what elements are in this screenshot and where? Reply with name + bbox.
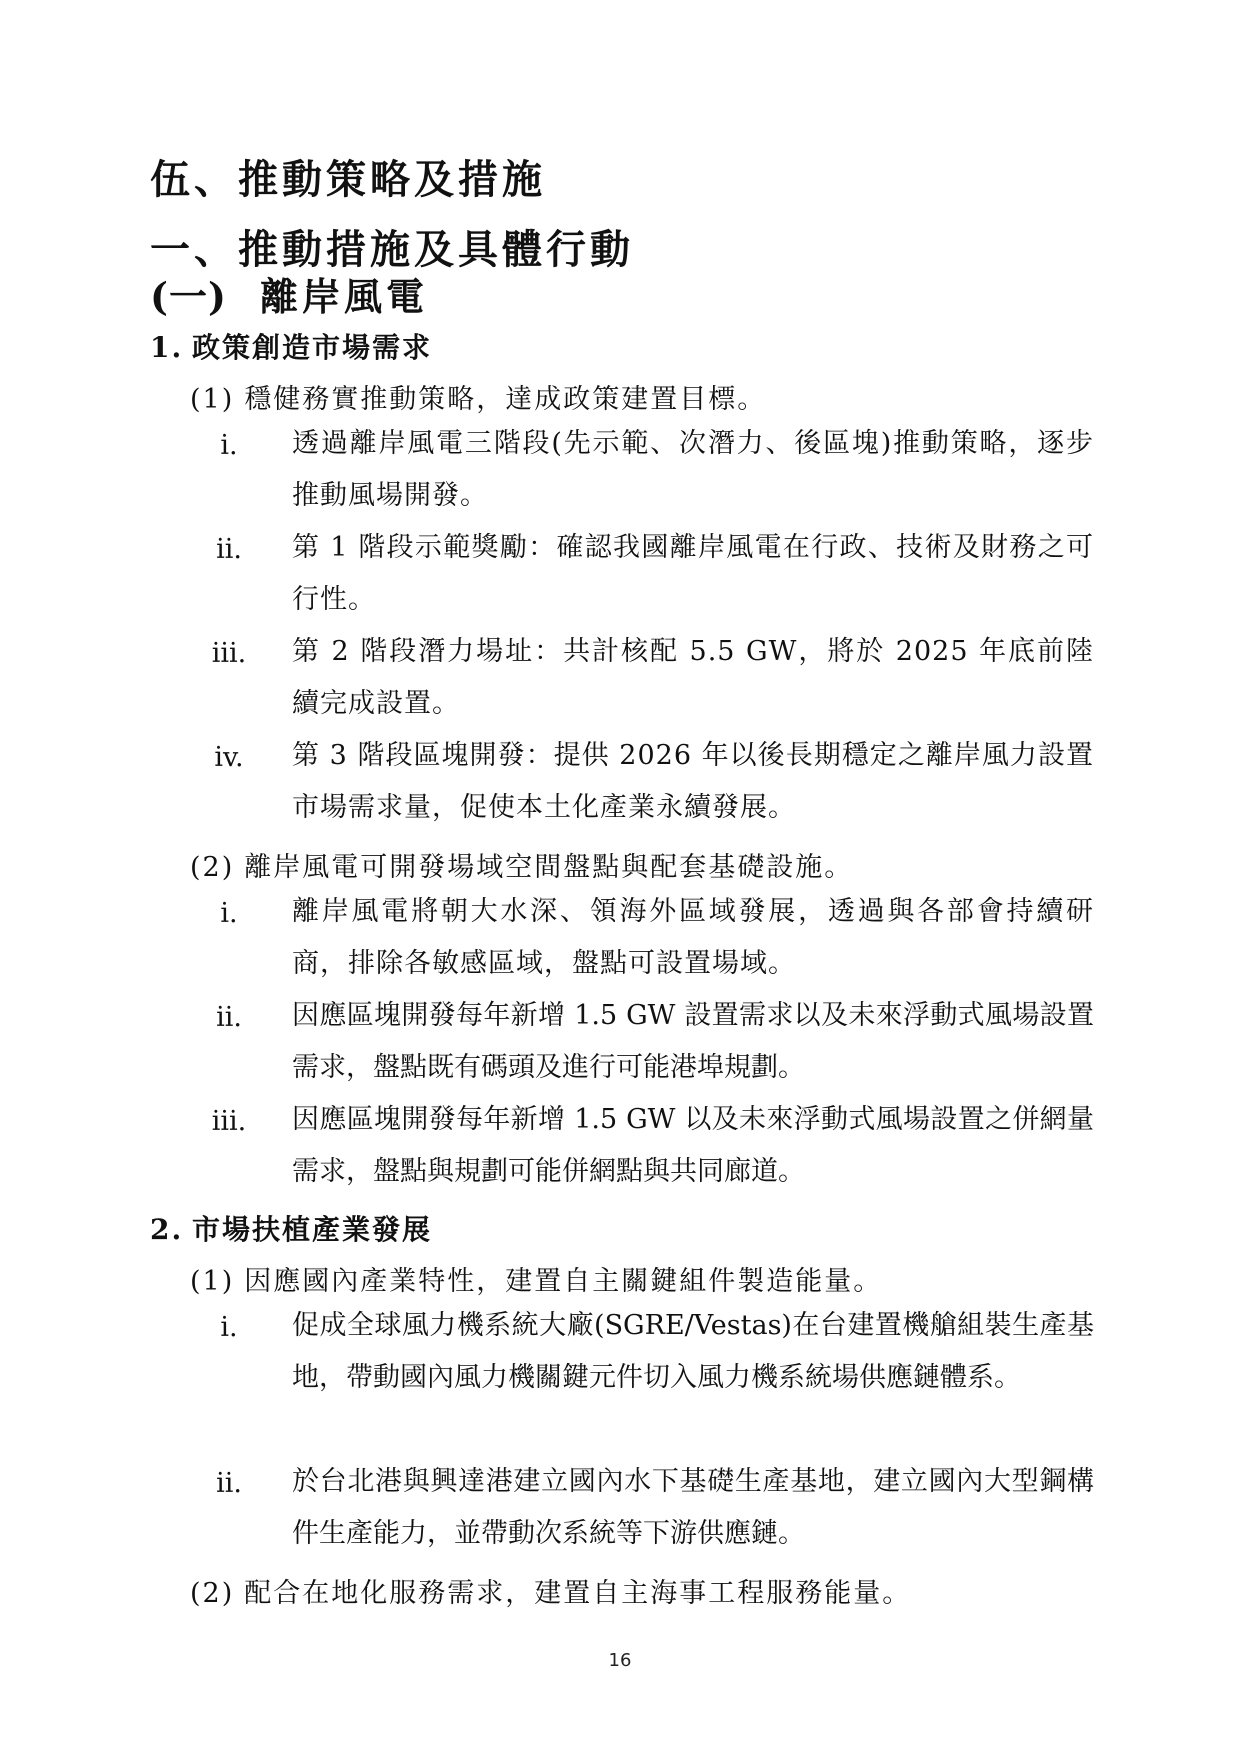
paragraph-number: (2) — [190, 852, 235, 883]
page-number: 16 — [608, 1650, 632, 1671]
point-label: iv. — [214, 742, 244, 773]
point-text: 促成全球風力機系統大廠(SGRE/Vestas)在台建置機艙組裝生產基地，帶動國內風力機關鍵元件切入風力機系統場供應鏈體系。 — [292, 1310, 1094, 1393]
item-title: 政策創造市場需求 — [192, 331, 433, 364]
paragraph-number: (1) — [190, 384, 235, 415]
paragraph-2-2 — [190, 1571, 911, 1610]
paragraph-text: 配合在地化服務需求，建置自主海事工程服務能量。 — [244, 1578, 912, 1609]
subsection-heading — [150, 266, 428, 321]
paragraph-text: 離岸風電可開發場域空間盤點與配套基礎設施。 — [244, 852, 854, 883]
item-number: 2. — [150, 1213, 184, 1246]
paragraph-text: 因應國內產業特性，建置自主關鍵組件製造能量。 — [244, 1266, 883, 1297]
subsection-number: (一) — [150, 274, 227, 319]
point-label: i. — [220, 430, 238, 461]
point-text: 第 1 階段示範獎勵：確認我國離岸風電在行政、技術及財務之可行性。 — [292, 532, 1094, 615]
point-label: ii. — [216, 1002, 242, 1033]
point-text: 第 3 階段區塊開發：提供 2026 年以後長期穩定之離岸風力設置市場需求量，促使本土化產業永續發展。 — [292, 740, 1094, 823]
point-label: iii. — [211, 1106, 247, 1137]
chapter-heading: 伍、推動策略及措施 — [150, 156, 546, 203]
point-label: i. — [220, 898, 238, 929]
point-label: iii. — [211, 638, 247, 669]
item-title: 市場扶植產業發展 — [192, 1213, 433, 1246]
paragraph-text: 穩健務實推動策略，達成政策建置目標。 — [244, 384, 767, 415]
point-text: 因應區塊開發每年新增 1.5 GW 設置需求以及未來浮動式風場設置需求，盤點既有碼頭及進行可能港埠規劃。 — [292, 1000, 1094, 1083]
paragraph-2-1 — [190, 1259, 882, 1298]
paragraph-1-1 — [190, 377, 766, 416]
point-text: 透過離岸風電三階段(先示範、次潛力、後區塊)推動策略，逐步推動風場開發。 — [292, 428, 1094, 511]
point-label: i. — [220, 1312, 238, 1343]
point-label: ii. — [216, 1468, 242, 1499]
point-text: 離岸風電將朝大水深、領海外區域發展，透過與各部會持續研商，排除各敏感區域，盤點可設置場域。 — [292, 896, 1094, 979]
item-heading-1 — [150, 326, 432, 366]
paragraph-1-2 — [190, 845, 853, 884]
section-heading: 一、推動措施及具體行動 — [150, 226, 634, 273]
subsection-title: 離岸風電 — [260, 274, 429, 319]
point-text: 第 2 階段潛力場址：共計核配 5.5 GW，將於 2025 年底前陸續完成設置。 — [292, 636, 1094, 719]
point-text: 因應區塊開發每年新增 1.5 GW 以及未來浮動式風場設置之併網量需求，盤點與規劃可能併網點與共同廊道。 — [292, 1104, 1094, 1187]
point-text: 於台北港與興達港建立國內水下基礎生產基地，建立國內大型鋼構件生產能力，並帶動次系統等下游供應鏈。 — [292, 1466, 1094, 1549]
item-heading-2 — [150, 1208, 432, 1248]
paragraph-number: (2) — [190, 1578, 235, 1609]
point-label: ii. — [216, 534, 242, 565]
item-number: 1. — [150, 331, 184, 364]
paragraph-number: (1) — [190, 1266, 235, 1297]
